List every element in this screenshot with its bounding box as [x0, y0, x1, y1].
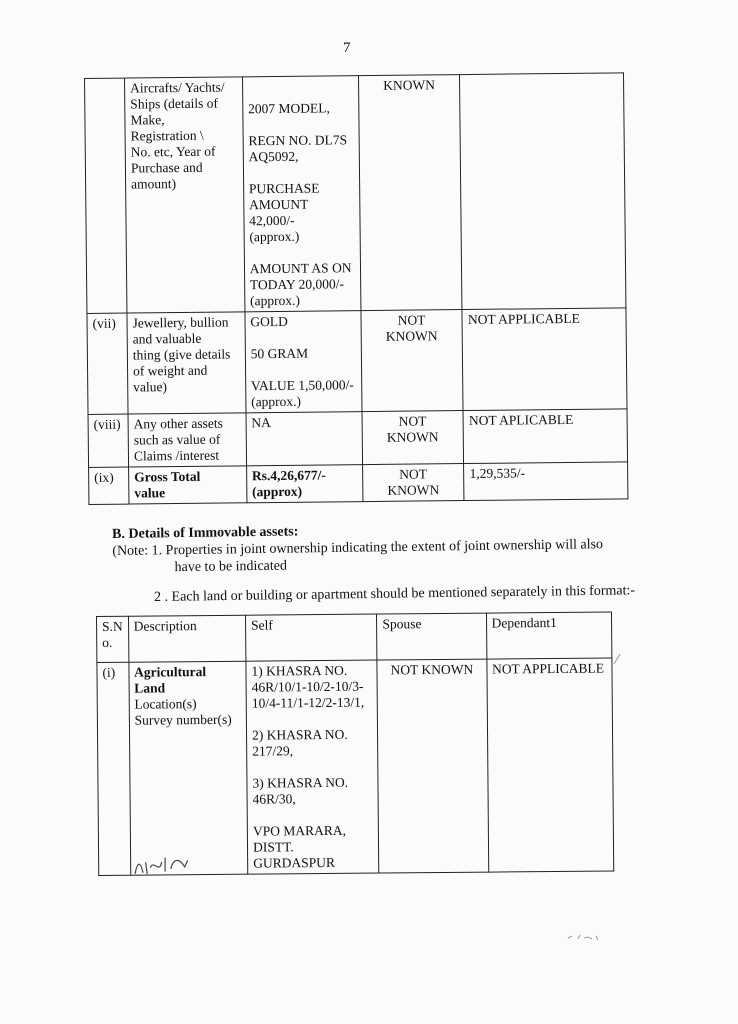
self-cell: Rs.4,26,677/- (approx): [246, 465, 362, 503]
table-row: [97, 658, 614, 875]
header-self: Self: [246, 614, 378, 661]
header-sno: S.N o.: [97, 616, 129, 662]
sno-cell: (vii): [87, 313, 128, 414]
table-header-row: [97, 612, 612, 662]
page-number: 7: [343, 40, 351, 56]
sno-cell: (i): [97, 662, 130, 875]
header-spouse: Spouse: [377, 613, 487, 660]
margin-mark: [612, 652, 622, 666]
dependent-cell: NOT APPLICABLE: [462, 308, 627, 411]
section-b: [112, 519, 603, 577]
dependent-cell: NOT APLICABLE: [463, 409, 627, 464]
table-row: [87, 308, 627, 415]
description-cell: Gross Total value: [129, 466, 247, 504]
movable-assets-table: [84, 72, 628, 505]
self-cell: GOLD 50 GRAM VALUE 1,50,000/- (approx.): [245, 311, 362, 413]
table-row: [85, 73, 626, 314]
description-cell: [129, 661, 248, 875]
dependent-cell: NOT APPLICABLE: [486, 658, 613, 872]
spouse-cell: KNOWN: [358, 75, 462, 311]
section-b-heading: B. Details of Immovable assets:: [112, 524, 299, 542]
dependent-cell: [460, 73, 626, 310]
description-cell: Jewellery, bullion and valuable thing (give details of weight and value): [127, 312, 246, 414]
self-cell: 2007 MODEL, REGN NO. DL7S AQ5092, PURCHASE AMOUNT 42,000/- (approx.) AMOUNT AS ON TODAY 20,000/- (approx.): [242, 76, 360, 312]
note-2: 2 . Each land or building or apartment should be mentioned separately in this format:-: [154, 583, 636, 605]
spouse-cell: NOT KNOWN: [377, 659, 488, 873]
sno-cell: [85, 78, 127, 313]
description-cell: Any other assets such as value of Claims /interest: [128, 413, 246, 467]
note-1-continued: have to be indicated: [174, 558, 288, 576]
description-title: Agricultural Land: [134, 664, 207, 696]
note-1: (Note: 1. Properties in joint ownership indicating the extent of joint ownership will also: [112, 537, 604, 559]
header-dependent: Dependant1: [486, 612, 612, 659]
spouse-cell: NOT KNOWN: [362, 411, 464, 465]
faint-stamp-mark: [566, 930, 606, 944]
description-details: Location(s) Survey number(s): [134, 696, 232, 728]
dependent-cell: 1,29,535/-: [464, 462, 628, 501]
sno-cell: (ix): [89, 467, 129, 504]
header-description: Description: [128, 615, 246, 662]
self-cell: NA: [246, 412, 362, 466]
self-cell: 1) KHASRA NO. 46R/10/1-10/2-10/3- 10/4-11/1-12/2-13/1, 2) KHASRA NO. 217/29, 3) KHASRA NO. 46R/30, VPO MARARA, DISTT. GURDASPUR: [246, 660, 379, 874]
spouse-cell: NOT KNOWN: [362, 464, 464, 502]
description-cell: Aircrafts/ Yachts/ Ships (details of Make, Registration \ No. etc, Year of Purchase and amount): [124, 77, 244, 313]
sno-cell: (viii): [88, 414, 129, 467]
immovable-assets-table: [96, 611, 614, 875]
spouse-cell: NOT KNOWN: [361, 310, 464, 412]
table-row: [88, 409, 628, 468]
table-row: [89, 462, 628, 505]
